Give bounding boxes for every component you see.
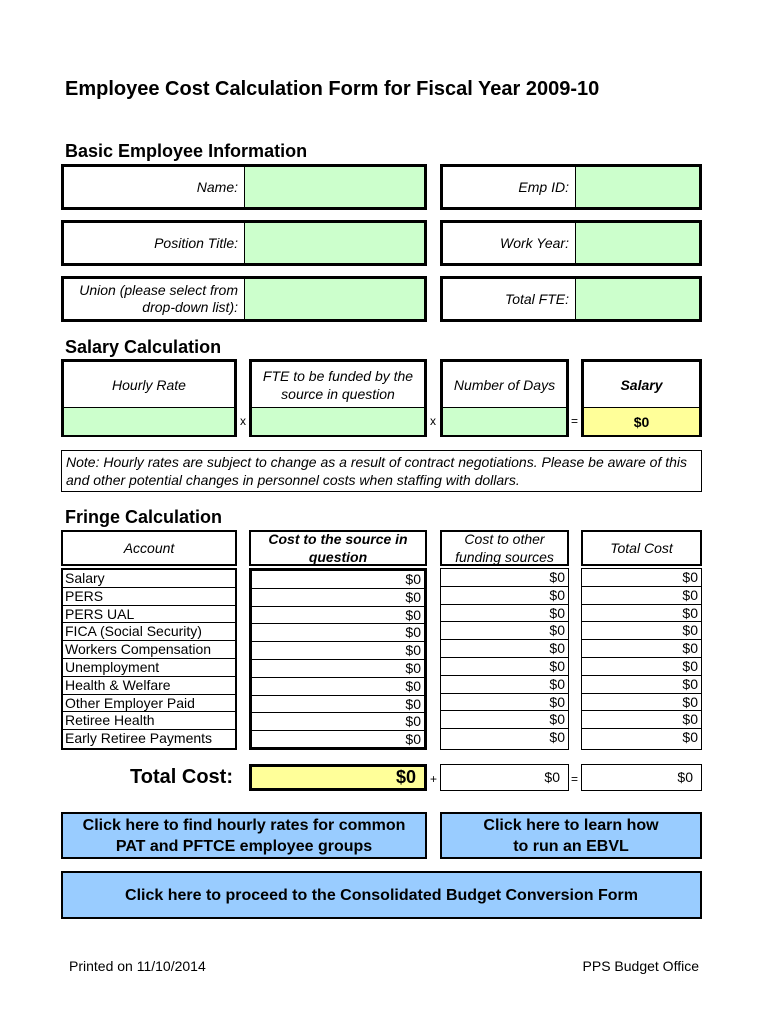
table-cell: $0: [441, 587, 568, 605]
hourly-rate-box: [61, 359, 237, 437]
hourly-rate-label: Hourly Rate: [64, 362, 234, 408]
col-source-header: Cost to the source in question: [249, 530, 427, 566]
emp-id-field[interactable]: [575, 167, 699, 207]
total-fte-row: [440, 276, 702, 322]
union-select[interactable]: [244, 279, 424, 319]
table-row: Early Retiree Payments: [65, 730, 213, 747]
position-row: [61, 220, 427, 266]
position-field[interactable]: [244, 223, 424, 263]
table-cell: $0: [549, 729, 565, 746]
table-row: Salary: [63, 570, 235, 588]
equals-operator: =: [571, 772, 579, 786]
proceed-button[interactable]: Click here to proceed to the Consolidated Budget Conversion Form: [61, 871, 702, 919]
table-cell: $0: [252, 571, 424, 589]
total-fte-field[interactable]: [575, 279, 699, 319]
plus-operator: +: [430, 772, 438, 786]
salary-box: [581, 359, 702, 437]
total-grand-value: $0: [581, 764, 702, 791]
table-cell: $0: [252, 713, 424, 731]
table-cell: $0: [582, 605, 701, 623]
office-name: PPS Budget Office: [582, 958, 699, 974]
table-row: Health & Welfare: [63, 677, 235, 695]
work-year-label: Work Year:: [500, 234, 569, 251]
table-row: PERS: [63, 588, 235, 606]
position-label: Position Title:: [154, 234, 238, 251]
fte-funded-box: [249, 359, 427, 437]
fringe-total-column: [581, 568, 702, 750]
table-cell: $0: [252, 642, 424, 660]
table-cell: $0: [441, 658, 568, 676]
table-row: Retiree Health: [63, 712, 235, 730]
table-row: Unemployment: [63, 659, 235, 677]
ebvl-link-button[interactable]: Click here to learn how to run an EBVL: [440, 812, 702, 859]
hourly-rate-field[interactable]: [64, 408, 234, 435]
table-row: FICA (Social Security): [63, 623, 235, 641]
table-cell: $0: [252, 696, 424, 714]
fte-funded-field[interactable]: [252, 408, 424, 435]
table-cell: $0: [252, 678, 424, 696]
table-row: Other Employer Paid: [63, 695, 235, 713]
table-row: PERS UAL: [63, 606, 235, 624]
page-title: Employee Cost Calculation Form for Fiscal Year 2009-10: [65, 78, 600, 100]
table-cell: $0: [682, 729, 698, 746]
fringe-other-column: [440, 568, 569, 750]
hourly-rates-link-button[interactable]: Click here to find hourly rates for common PAT and PFTCE employee groups: [61, 812, 427, 859]
table-cell: $0: [252, 607, 424, 625]
emp-id-label: Emp ID:: [518, 178, 569, 195]
days-label: Number of Days: [443, 362, 566, 408]
table-cell: $0: [582, 694, 701, 712]
table-cell: $0: [582, 711, 701, 729]
col-total-header: Total Cost: [581, 530, 702, 566]
table-cell: $0: [441, 605, 568, 623]
name-label: Name:: [196, 178, 238, 195]
name-field[interactable]: [244, 167, 424, 207]
table-cell: $0: [252, 589, 424, 607]
fringe-source-column: [249, 568, 427, 750]
table-cell: $0: [441, 711, 568, 729]
days-field[interactable]: [443, 408, 566, 435]
basic-info-heading: Basic Employee Information: [65, 141, 308, 161]
table-cell: $0: [441, 694, 568, 712]
fringe-account-column: [61, 568, 237, 750]
table-cell: $0: [582, 622, 701, 640]
table-cell: $0: [582, 587, 701, 605]
table-cell: $0: [441, 676, 568, 694]
col-other-header: Cost to other funding sources: [440, 530, 569, 566]
total-other-value: $0: [440, 764, 569, 791]
days-box: [440, 359, 569, 437]
table-cell: $0: [441, 622, 568, 640]
union-label: Union (please select from drop-down list):: [79, 282, 238, 315]
fte-funded-label: FTE to be funded by the source in question: [252, 362, 424, 408]
salary-heading: Salary Calculation: [65, 337, 222, 357]
table-cell: $0: [252, 624, 424, 642]
equals-operator: =: [571, 414, 579, 428]
union-row: [61, 276, 427, 322]
total-cost-label: Total Cost:: [130, 766, 233, 788]
table-cell: $0: [405, 731, 421, 748]
total-source-value: $0: [249, 764, 427, 791]
work-year-field[interactable]: [575, 223, 699, 263]
times-operator: x: [240, 414, 246, 428]
times-operator: x: [430, 414, 436, 428]
salary-value: $0: [584, 408, 699, 435]
fringe-heading: Fringe Calculation: [65, 507, 223, 527]
note-text: Note: Hourly rates are subject to change as a result of contract negotiations. Please be aware of this and other potential changes in personnel costs when staffing with dollars.: [61, 450, 702, 492]
table-cell: $0: [441, 640, 568, 658]
table-cell: $0: [441, 569, 568, 587]
table-cell: $0: [582, 658, 701, 676]
table-cell: $0: [582, 676, 701, 694]
work-year-row: [440, 220, 702, 266]
table-cell: $0: [582, 569, 701, 587]
printed-date: Printed on 11/10/2014: [69, 958, 206, 974]
salary-label: Salary: [584, 362, 699, 408]
col-account-header: Account: [61, 530, 237, 566]
table-cell: $0: [252, 660, 424, 678]
table-row: Workers Compensation: [63, 641, 235, 659]
emp-id-row: [440, 164, 702, 210]
name-row: [61, 164, 427, 210]
table-cell: $0: [582, 640, 701, 658]
total-fte-label: Total FTE:: [504, 290, 569, 307]
